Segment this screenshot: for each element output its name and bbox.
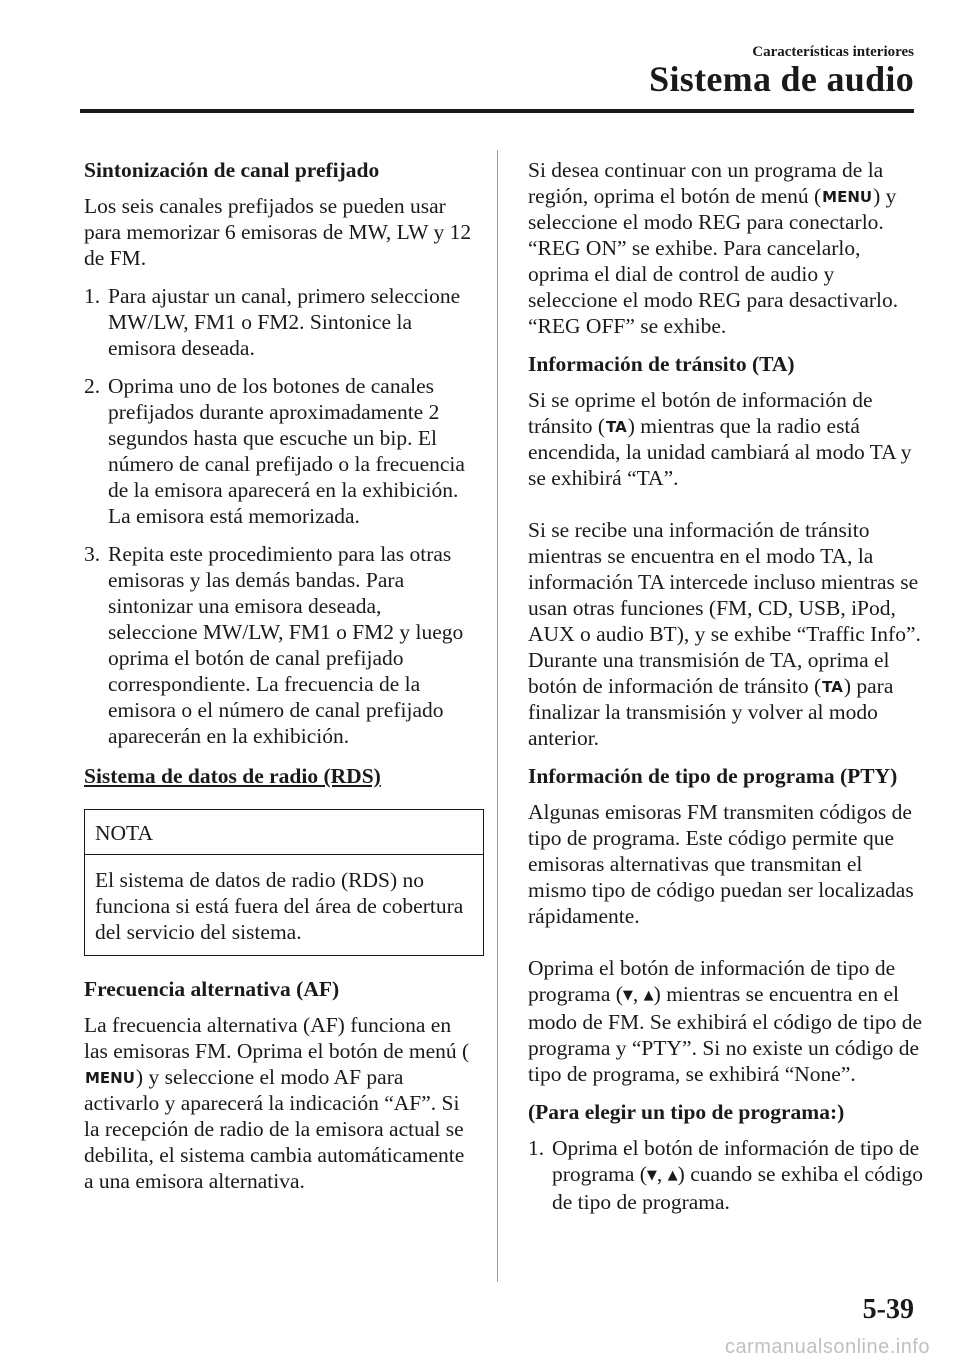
- pty-heading: Información de tipo de programa (PTY): [528, 764, 898, 788]
- rds-heading: Sistema de datos de radio (RDS): [84, 764, 381, 788]
- comma: ,: [632, 982, 639, 1006]
- up-arrow-icon: ▲: [667, 1168, 678, 1183]
- down-arrow-icon: ▼: [622, 988, 633, 1003]
- af-text-a: La frecuencia alternativa (AF) funciona en las emisoras FM. Oprima el botón de menú (: [84, 1013, 470, 1063]
- ta-text1-a: Si se oprime el botón de información de tránsito (: [528, 388, 873, 438]
- list-item: [84, 283, 476, 361]
- choose-steps: [528, 1135, 924, 1215]
- left-column: [84, 157, 476, 1206]
- pty-paragraph-2: [528, 955, 924, 1087]
- af-text-b: ) y seleccione el modo AF para activarlo y aparecerá la indicación “AF”. Si la recepción de radio de la emisora actual se debilita, el sistema cambia automáticamente a una emisora alternativa.: [84, 1065, 465, 1193]
- preset-intro: Los seis canales prefijados se pueden usar para memorizar 6 emisoras de MW, LW y 12 de FM.: [84, 194, 472, 270]
- paragraph-gap: [528, 941, 924, 955]
- header-rule: [80, 109, 914, 113]
- step-number: 3.: [84, 542, 101, 566]
- ta-text1-b: ) mientras que la radio está encendida, la unidad cambiará al modo TA y se exhibirá “TA”.: [528, 414, 912, 490]
- choose-step-a: Oprima el botón de información de tipo de programa (: [552, 1136, 920, 1186]
- note-box: [84, 809, 484, 956]
- ta-text3-a: Durante una transmisión de TA, oprima el botón de información de tránsito (: [528, 648, 890, 698]
- step-text: Para ajustar un canal, primero seleccione MW/LW, FM1 o FM2. Sintonice la emisora deseada.: [108, 284, 461, 360]
- list-item: [528, 1135, 924, 1215]
- note-text: El sistema de datos de radio (RDS) no funciona si está fuera del área de cobertura del servicio del sistema.: [95, 868, 464, 944]
- section-label: Características interiores: [752, 44, 914, 60]
- pty-text2-a: Oprima el botón de información de tipo de programa (: [528, 956, 896, 1006]
- reg-paragraph: [528, 157, 924, 339]
- step-text: Repita este procedimiento para las otras emisoras y las demás bandas. Para sintonizar una emisora deseada, seleccione MW/LW, FM1 o FM2 y luego oprima el botón de canal prefijado correspondiente. La frecuencia de la emisora o el número de canal prefijado aparecerán en la exhibición.: [108, 542, 464, 748]
- reg-text-a: Si desea continuar con un programa de la región, oprima el botón de menú (: [528, 158, 884, 208]
- step-number: 2.: [84, 374, 101, 398]
- choose-step-b: ) cuando se exhiba el código de tipo de programa.: [552, 1162, 924, 1214]
- comma: ,: [656, 1162, 663, 1186]
- menu-button-icon: MENU: [822, 188, 873, 206]
- preset-steps: [84, 283, 476, 749]
- down-arrow-icon: ▼: [646, 1168, 657, 1183]
- ta-heading: Información de tránsito (TA): [528, 352, 795, 376]
- paragraph-gap: [528, 503, 924, 517]
- af-heading: Frecuencia alternativa (AF): [84, 977, 340, 1001]
- menu-button-icon: MENU: [85, 1069, 135, 1087]
- pty-paragraph-1: Algunas emisoras FM transmiten códigos de tipo de programa. Este código permite que emisoras alternativas que transmitan el mismo tipo de código puedan ser localizadas rápidamente.: [528, 800, 914, 928]
- ta-text3-b: ) para finalizar la transmisión y volver al modo anterior.: [528, 674, 894, 750]
- list-item: [84, 541, 476, 749]
- pty-text2-b: ) mientras se encuentra en el modo de FM. Se exhibirá el código de tipo de programa y “PTY”. Si no existe un código de tipo de programa, se exhibirá “None”.: [528, 982, 923, 1086]
- step-text: Oprima uno de los botones de canales prefijados durante aproximadamente 2 segundos hasta que escuche un bip. El número de canal prefijado o la frecuencia de la emisora aparecerá en la exhibición. La emisora está memorizada.: [108, 374, 465, 528]
- ta-paragraph-3: [528, 647, 924, 751]
- ta-button-icon: TA: [606, 418, 627, 436]
- af-paragraph: [84, 1012, 476, 1194]
- choose-heading: (Para elegir un tipo de programa:): [528, 1100, 845, 1124]
- up-arrow-icon: ▲: [643, 988, 654, 1003]
- column-divider: [497, 150, 498, 1282]
- reg-text-b: ) y seleccione el modo REG para conectarlo. “REG ON” se exhibe. Para cancelarlo, oprima el dial de control de audio y seleccione el modo REG para desactivarlo. “REG OFF” se exhibe.: [528, 184, 899, 338]
- page-number: 5-39: [862, 1294, 914, 1325]
- ta-paragraph-1: [528, 387, 924, 491]
- watermark: carmanualsonline.info: [724, 1336, 930, 1358]
- ta-text2: Si se recibe una información de tránsito mientras se encuentra en el modo TA, la información TA intercede incluso mientras se usan otras funciones (FM, CD, USB, iPod, AUX o audio BT), y se exhibe “Traffic Info”.: [528, 518, 921, 646]
- ta-button-icon: TA: [822, 678, 843, 696]
- preset-heading: Sintonización de canal prefijado: [84, 158, 380, 182]
- ta-paragraph-2: [528, 517, 924, 647]
- right-column: [528, 157, 924, 1227]
- step-number: 1.: [84, 284, 101, 308]
- note-title: NOTA: [85, 810, 483, 855]
- list-item: [84, 373, 476, 529]
- step-number: 1.: [528, 1136, 545, 1160]
- page-title: Sistema de audio: [649, 59, 914, 99]
